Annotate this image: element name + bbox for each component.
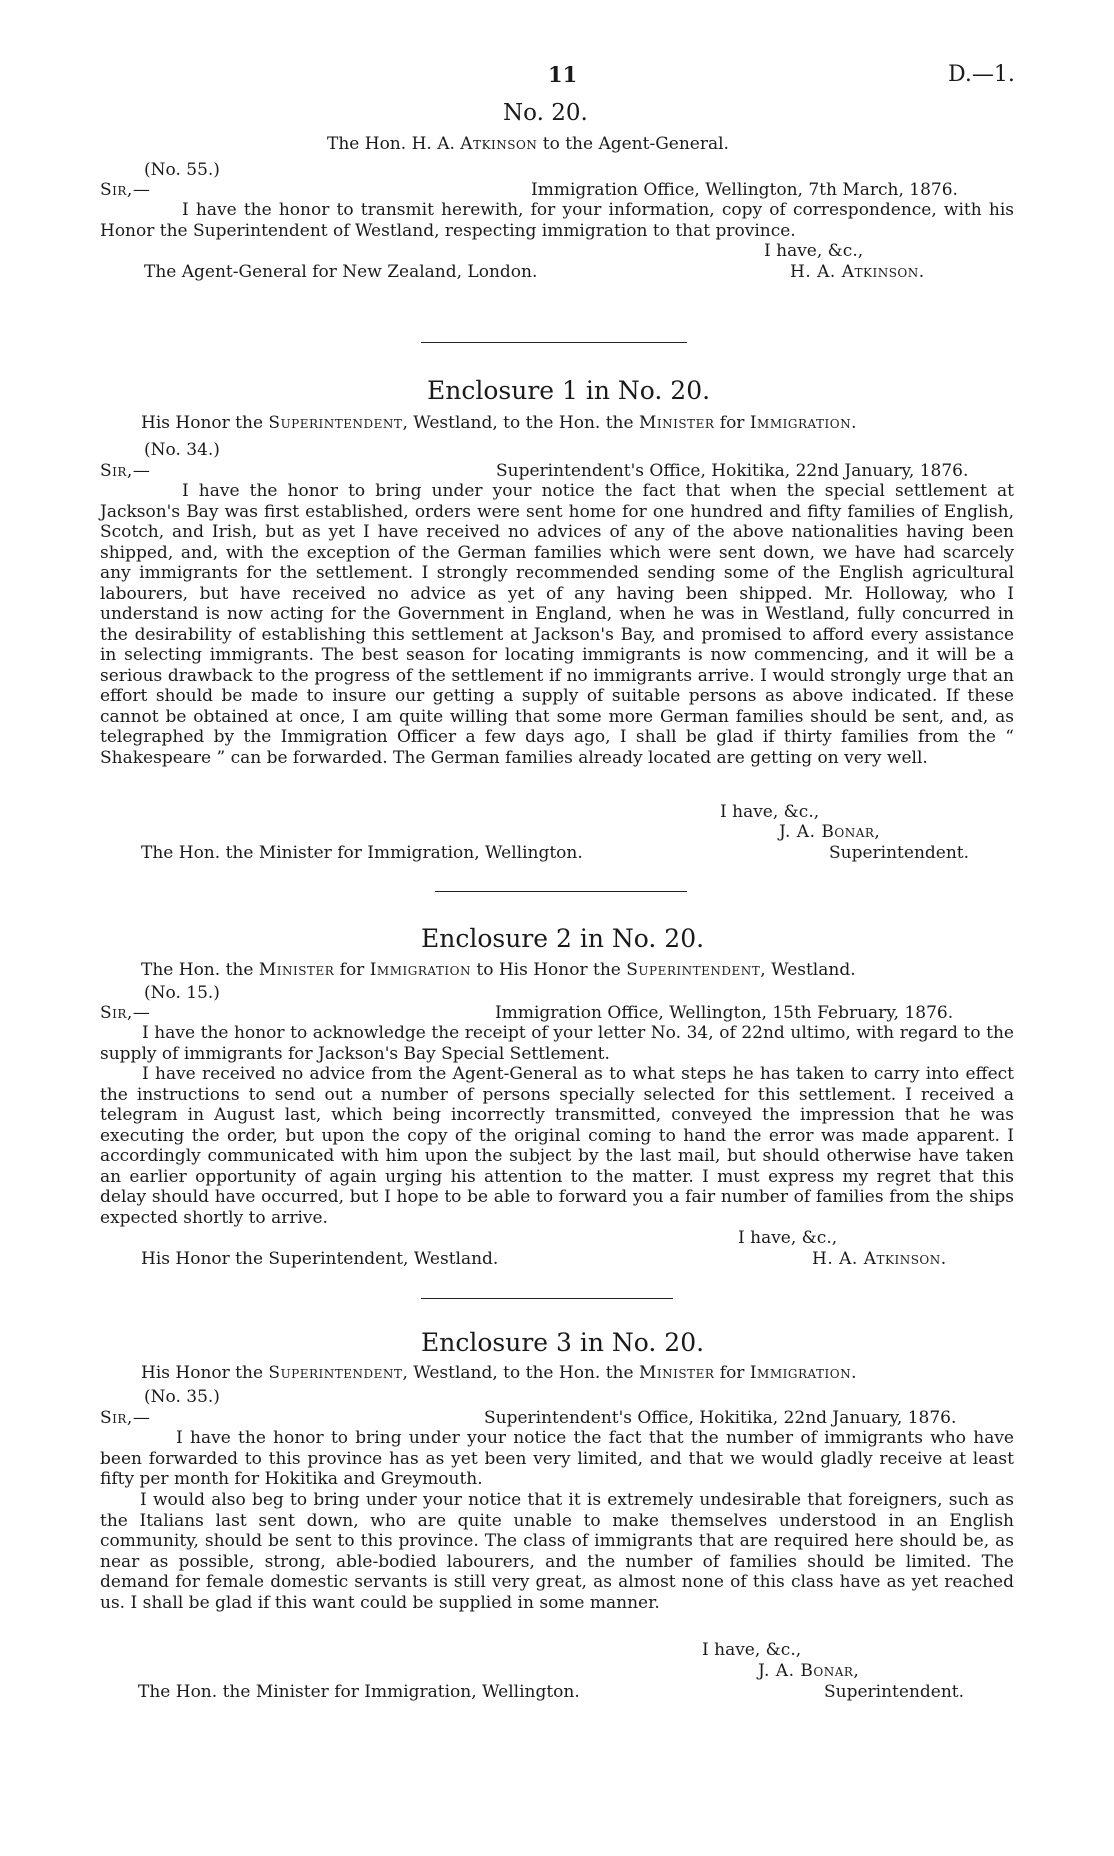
enclosure-1-addressee: The Hon. the Minister for Immigration, Wellington.	[141, 843, 583, 863]
subtitle-part: Minister	[258, 960, 335, 980]
enclosure-2-closing: I have, &c.,	[738, 1228, 838, 1248]
enclosure-3-addressee: The Hon. the Minister for Immigration, Wellington.	[138, 1682, 580, 1702]
enclosure-2-place-date: Immigration Office, Wellington, 15th February, 1876.	[495, 1003, 954, 1023]
place-date: Immigration Office, Wellington, 7th March, 1876.	[531, 180, 958, 200]
enclosure-3-salutation: Sir,—	[100, 1408, 151, 1428]
enclosure-3-ref: (No. 35.)	[144, 1387, 220, 1407]
enclosure-1-subtitle	[141, 413, 857, 433]
signature: H. A. Atkinson.	[790, 262, 925, 282]
letter-title-suffix: to the Agent-General.	[542, 134, 729, 154]
enclosure-3-title: Superintendent.	[824, 1682, 965, 1702]
enclosure-1-salutation: Sir,—	[100, 461, 151, 481]
letter-body: I have the honor to transmit herewith, for your information, copy of correspondence, with his Honor the Superintendent of Westland, respecting immigration to that province.	[100, 200, 1014, 241]
letter-ref: (No. 55.)	[144, 160, 220, 180]
enclosure-3-place-date: Superintendent's Office, Hokitika, 22nd January, 1876.	[484, 1408, 957, 1428]
subtitle-part: The Hon. the	[141, 960, 254, 980]
enclosure-3-signature: J. A. Bonar,	[758, 1661, 860, 1681]
subtitle-part: for	[719, 413, 745, 433]
enclosure-3-subtitle	[141, 1363, 857, 1383]
enclosure-2-addressee: His Honor the Superintendent, Westland.	[141, 1249, 499, 1269]
subtitle-part: Superintendent	[268, 413, 403, 433]
subtitle-part: Immigration	[369, 960, 471, 980]
enclosure-1-place-date: Superintendent's Office, Hokitika, 22nd January, 1876.	[496, 461, 969, 481]
subtitle-part: Superintendent	[268, 1363, 403, 1383]
section-divider	[435, 891, 687, 892]
enclosure-1-body: I have the honor to bring under your notice the fact that when the special settlement at Jackson's Bay was first established, orders were sent home for one hundred and fifty families of English, Scotch, and Irish, but as yet I have received no advices of any of the above nationalities having been shipped, and, with the exception of the German families which were sent down, we have had scarcely any immigrants for the settlement. I strongly recommended sending some of the English agricultural labourers, but have received no advice as yet of any having been shipped. Mr. Holloway, who I understand is now acting for the Government in England, when he was in Westland, fully concurred in the desirability of establishing this settlement at Jackson's Bay, and promised to afford every assistance in selecting immigrants. The best season for locating immigrants is now commencing, and it will be a serious drawback to the progress of the settlement if no immigrants arrive. I would strongly urge that an effort should be made to insure our getting a supply of suitable persons as above indicated. If these cannot be obtained at once, I am quite willing that some more German families should be sent, and, as telegraphed by the Immigration Officer a few days ago, I shall be glad if thirty families from the “ Shakespeare ” can be forwarded. The German families already located are getting on very well.	[100, 481, 1014, 768]
subtitle-part: His Honor the	[141, 413, 264, 433]
subtitle-part: Minister	[638, 1363, 715, 1383]
subtitle-part: His Honor the	[141, 1363, 264, 1383]
salutation: Sir,—	[100, 180, 151, 200]
subtitle-part: Immigration.	[749, 1363, 857, 1383]
enclosure-1-title: Superintendent.	[829, 843, 970, 863]
letter-title	[327, 134, 729, 154]
subtitle-part: , Westland.	[760, 960, 856, 980]
letter-title-name: Atkinson	[460, 134, 538, 154]
letter-number: No. 20.	[503, 100, 588, 126]
enclosure-2-salutation: Sir,—	[100, 1003, 151, 1023]
addressee: The Agent-General for New Zealand, London.	[144, 262, 538, 282]
enclosure-2-heading: Enclosure 2 in No. 20.	[421, 924, 705, 953]
enclosure-2-body-2: I have received no advice from the Agent-General as to what steps he has taken to carry into effect the instructions to send out a number of persons specially selected for this settlement. I received a telegram in August last, which being incorrectly transmitted, conveyed the impression that he was executing the order, but upon the copy of the original coming to hand the error was made apparent. I accordingly communicated with him upon the subject by the last mail, but should otherwise have taken an earlier opportunity of again urging his attention to the matter. I must express my regret that this delay should have occurred, but I hope to be able to forward you a fair number of families from the ships expected shortly to arrive.	[100, 1064, 1014, 1228]
enclosure-3-body-2: I would also beg to bring under your notice that it is extremely undesirable that foreigners, such as the Italians last sent down, who are quite unable to make themselves understood in an English community, should be sent to this province. The class of immigrants that are required here should be, as near as possible, strong, able-bodied labourers, and the number of families should be limited. The demand for female domestic servants is still very great, as almost none of this class have as yet reached us. I shall be glad if this want could be supplied in some manner.	[100, 1490, 1014, 1613]
subtitle-part: to His Honor the	[476, 960, 621, 980]
enclosure-2-signature: H. A. Atkinson.	[812, 1249, 947, 1269]
subtitle-part: Immigration.	[749, 413, 857, 433]
enclosure-3-closing: I have, &c.,	[702, 1640, 802, 1660]
enclosure-2-subtitle	[141, 960, 856, 980]
enclosure-1-ref: (No. 34.)	[144, 440, 220, 460]
subtitle-part: Minister	[638, 413, 715, 433]
enclosure-1-signature: J. A. Bonar,	[779, 822, 881, 842]
enclosure-2-ref: (No. 15.)	[144, 983, 220, 1003]
enclosure-1-heading: Enclosure 1 in No. 20.	[427, 376, 711, 405]
letter-title-prefix: The Hon. H. A.	[327, 134, 455, 154]
enclosure-2-body-1: I have the honor to acknowledge the receipt of your letter No. 34, of 22nd ultimo, with regard to the supply of immigrants for Jackson's Bay Special Settlement.	[100, 1023, 1014, 1064]
enclosure-1-closing: I have, &c.,	[720, 802, 820, 822]
subtitle-part: for	[719, 1363, 745, 1383]
subtitle-part: , Westland, to the Hon. the	[402, 1363, 634, 1383]
section-divider	[421, 1298, 673, 1299]
page-number: 11	[548, 62, 578, 87]
section-divider	[421, 342, 687, 343]
closing: I have, &c.,	[764, 241, 864, 261]
subtitle-part: , Westland, to the Hon. the	[402, 413, 634, 433]
subtitle-part: for	[339, 960, 365, 980]
document-reference: D.—1.	[948, 62, 1015, 87]
enclosure-3-heading: Enclosure 3 in No. 20.	[421, 1328, 705, 1357]
subtitle-part: Superintendent	[626, 960, 761, 980]
enclosure-3-body-1: I have the honor to bring under your notice the fact that the number of immigrants who have been forwarded to this province has as yet been very limited, and that we would gladly receive at least fifty per month for Hokitika and Greymouth.	[100, 1428, 1014, 1489]
